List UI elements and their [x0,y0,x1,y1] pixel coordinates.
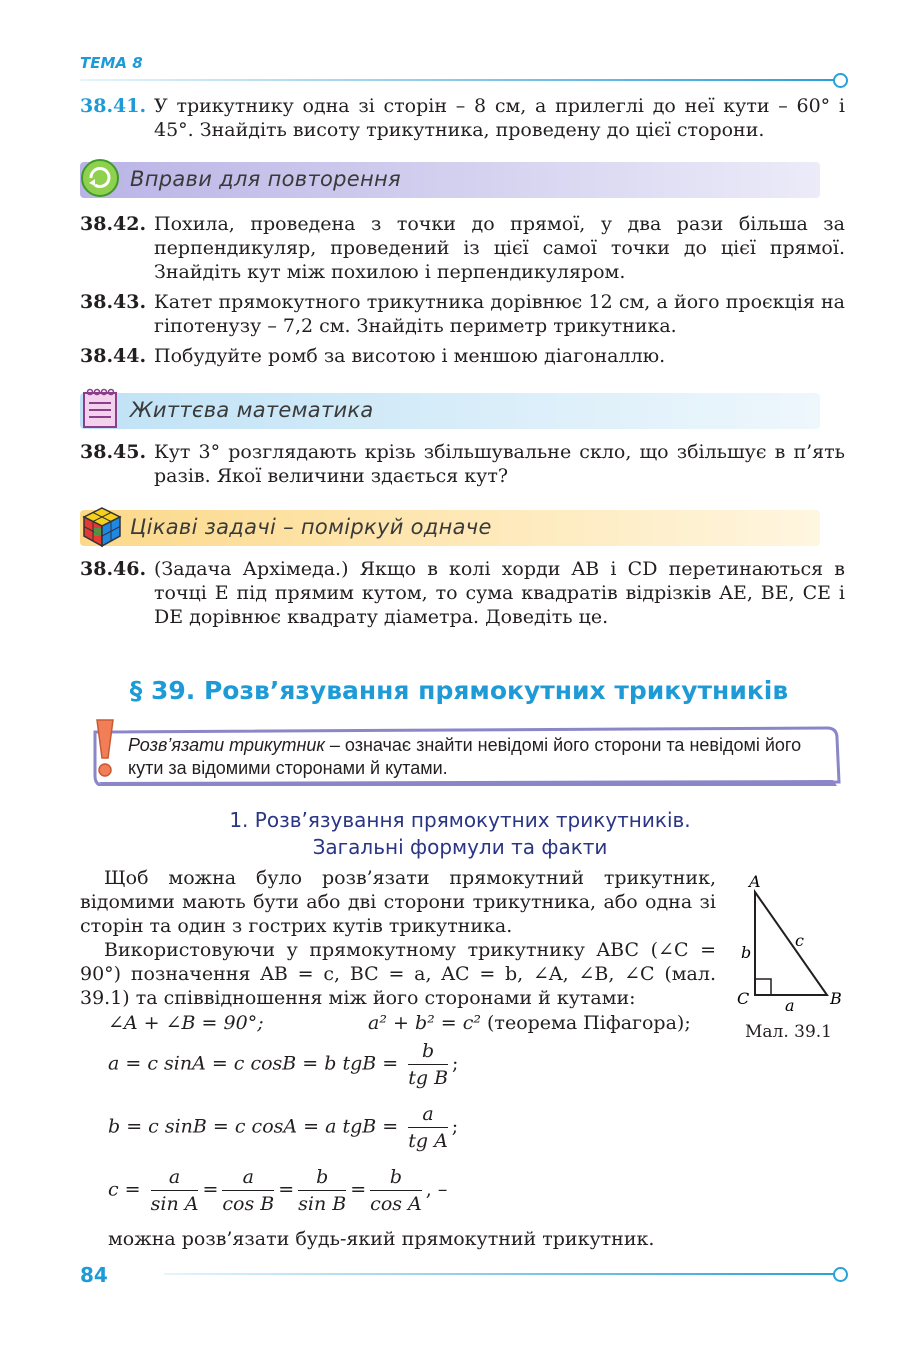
definition-text [128,734,828,780]
right-triangle-figure [735,868,855,1018]
formula-side-a: a = c sinA = c cosB = b tgB = $\frac{b}{\text{tg B}}$ ; [108,1040,459,1089]
page-number: 84 [80,1263,108,1287]
side-a-label: a [785,996,795,1015]
numerator: a [222,1166,274,1191]
notepad-icon [80,387,124,431]
exclamation-icon [92,718,118,780]
denominator: tg B [408,1067,449,1089]
problem-text: (Задача Архімеда.) Якщо в колі хорди AB і CD перетинаються в точці E під прямим кутом, то сума квадратів відрізків AE, BE, CE і DE дорівнює квадрату діаметра. Доведіть це. [154,558,845,628]
formula-side-b: b = c sinB = c cosA = a tgB = $\frac{a}{\text{tg A}}$ ; [108,1103,459,1152]
pythagoras-equation: a² + b² = c² [368,1012,481,1034]
refresh-cycle-icon [80,156,124,200]
problem-38-41 [80,94,845,142]
problem-38-46 [80,557,845,629]
conclusion-text: можна розв’язати будь-який прямокутний трикутник. [108,1228,655,1250]
fraction [298,1166,346,1215]
footer-rule-end-icon [833,1267,848,1282]
topic-label: ТЕМА 8 [80,54,143,72]
vertex-b-label: B [830,989,842,1008]
section-title: Вправи для повторення [130,167,401,191]
fraction [370,1166,422,1215]
numerator: b [408,1040,448,1065]
problem-number: 38.42. [80,213,147,235]
problem-number: 38.44. [80,345,147,367]
numerator: a [408,1103,448,1128]
formula-angle-sum: ∠A + ∠B = 90°; [108,1012,264,1034]
side-c-label: c [795,931,804,950]
fraction [151,1166,199,1215]
definition-body: – означає знайти невідомі його сторони та невідомі його кути за відомими сторонами й кутами. [128,735,802,778]
fraction [408,1040,448,1089]
problem-38-43 [80,290,845,338]
definition-term: Розв’язати трикутник [128,735,325,755]
formula-pythagoras [368,1012,691,1034]
problem-38-42 [80,212,845,284]
problem-text: У трикутнику одна зі сторін – 8 см, а прилеглі до неї кути – 60° і 45°. Знайдіть висоту трикутника, проведену до цієї сторони. [154,95,845,141]
problem-number: 38.43. [80,291,147,313]
denominator: tg A [408,1130,448,1152]
formula-side-c: c = $\frac{a}{\text{sin A}}$ = $\frac{a}{\text{cos B}}$ = $\frac{b}{\text{sin B}}$ = $\frac{b}{\text{cos A}}$ , – [108,1166,448,1215]
footer-rule [164,1273,834,1275]
rubiks-cube-icon [80,504,124,548]
section-heading: § 39. Розв’язування прямокутних трикутників [129,676,789,705]
denominator: cos A [370,1193,422,1215]
problem-number: 38.45. [80,441,147,463]
header-rule-end-icon [833,73,848,88]
problem-text: Похила, проведена з точки до прямої, у два рази більша за перпендикуляр, проведений із цієї самої точки до цієї прямої. Знайдіть кут між похилою і перпендикуляром. [154,213,845,283]
subsection-title-line2: Загальні формули та факти [312,835,608,859]
header-rule [80,79,834,81]
section-title: Життєва математика [130,398,374,422]
pythagoras-note: (теорема Піфагора); [480,1012,691,1034]
problem-number: 38.41. [80,95,147,117]
formula-lhs: a = c sinA = c cosB = b tgB = [108,1052,399,1075]
paragraph-text-1: Щоб можна було розв’язати прямокутний трикутник, відомими мають бути або дві сторони трикутника, або одна зі сторін та один з гострих кутів трикутника. [80,867,716,937]
numerator: a [151,1166,199,1191]
figure-caption: Мал. 39.1 [745,1022,833,1042]
section-title: Цікаві задачі – поміркуй одначе [130,515,492,539]
fraction [222,1166,274,1215]
vertex-c-label: C [737,989,750,1008]
section-band-interesting [80,510,820,546]
vertex-a-label: A [749,872,761,891]
problem-text: Побудуйте ромб за висотою і меншою діагоналлю. [154,345,666,367]
fraction [408,1103,448,1152]
section-band-review [80,162,820,198]
denominator: sin A [150,1193,199,1215]
formula-lhs: c = [108,1178,141,1201]
subsection-title-line1: 1. Розв’язування прямокутних трикутників. [229,808,691,832]
numerator: b [370,1166,422,1191]
section-band-life-math [80,393,820,429]
denominator: sin B [298,1193,347,1215]
problem-number: 38.46. [80,558,147,580]
problem-38-45 [80,440,845,488]
problem-text: Кут 3° розглядають крізь збільшувальне скло, що збільшує в п’ять разів. Якої величини здається кут? [154,441,845,487]
denominator: cos B [222,1193,275,1215]
side-b-label: b [741,943,752,962]
problem-38-44 [80,344,845,368]
paragraph-text-2: Використовуючи у прямокутному трикутнику ABC (∠C = 90°) позначення AB = c, BC = a, AC = b, ∠A, ∠B, ∠C (мал. 39.1) та співвідношення між його сторонами й кутами: [80,939,716,1009]
formula-lhs: b = c sinB = c cosA = a tgB = [108,1115,399,1138]
numerator: b [298,1166,346,1191]
problem-text: Катет прямокутного трикутника дорівнює 12 см, а його проєкція на гіпотенузу – 7,2 см. Знайдіть периметр трикутника. [154,291,845,337]
